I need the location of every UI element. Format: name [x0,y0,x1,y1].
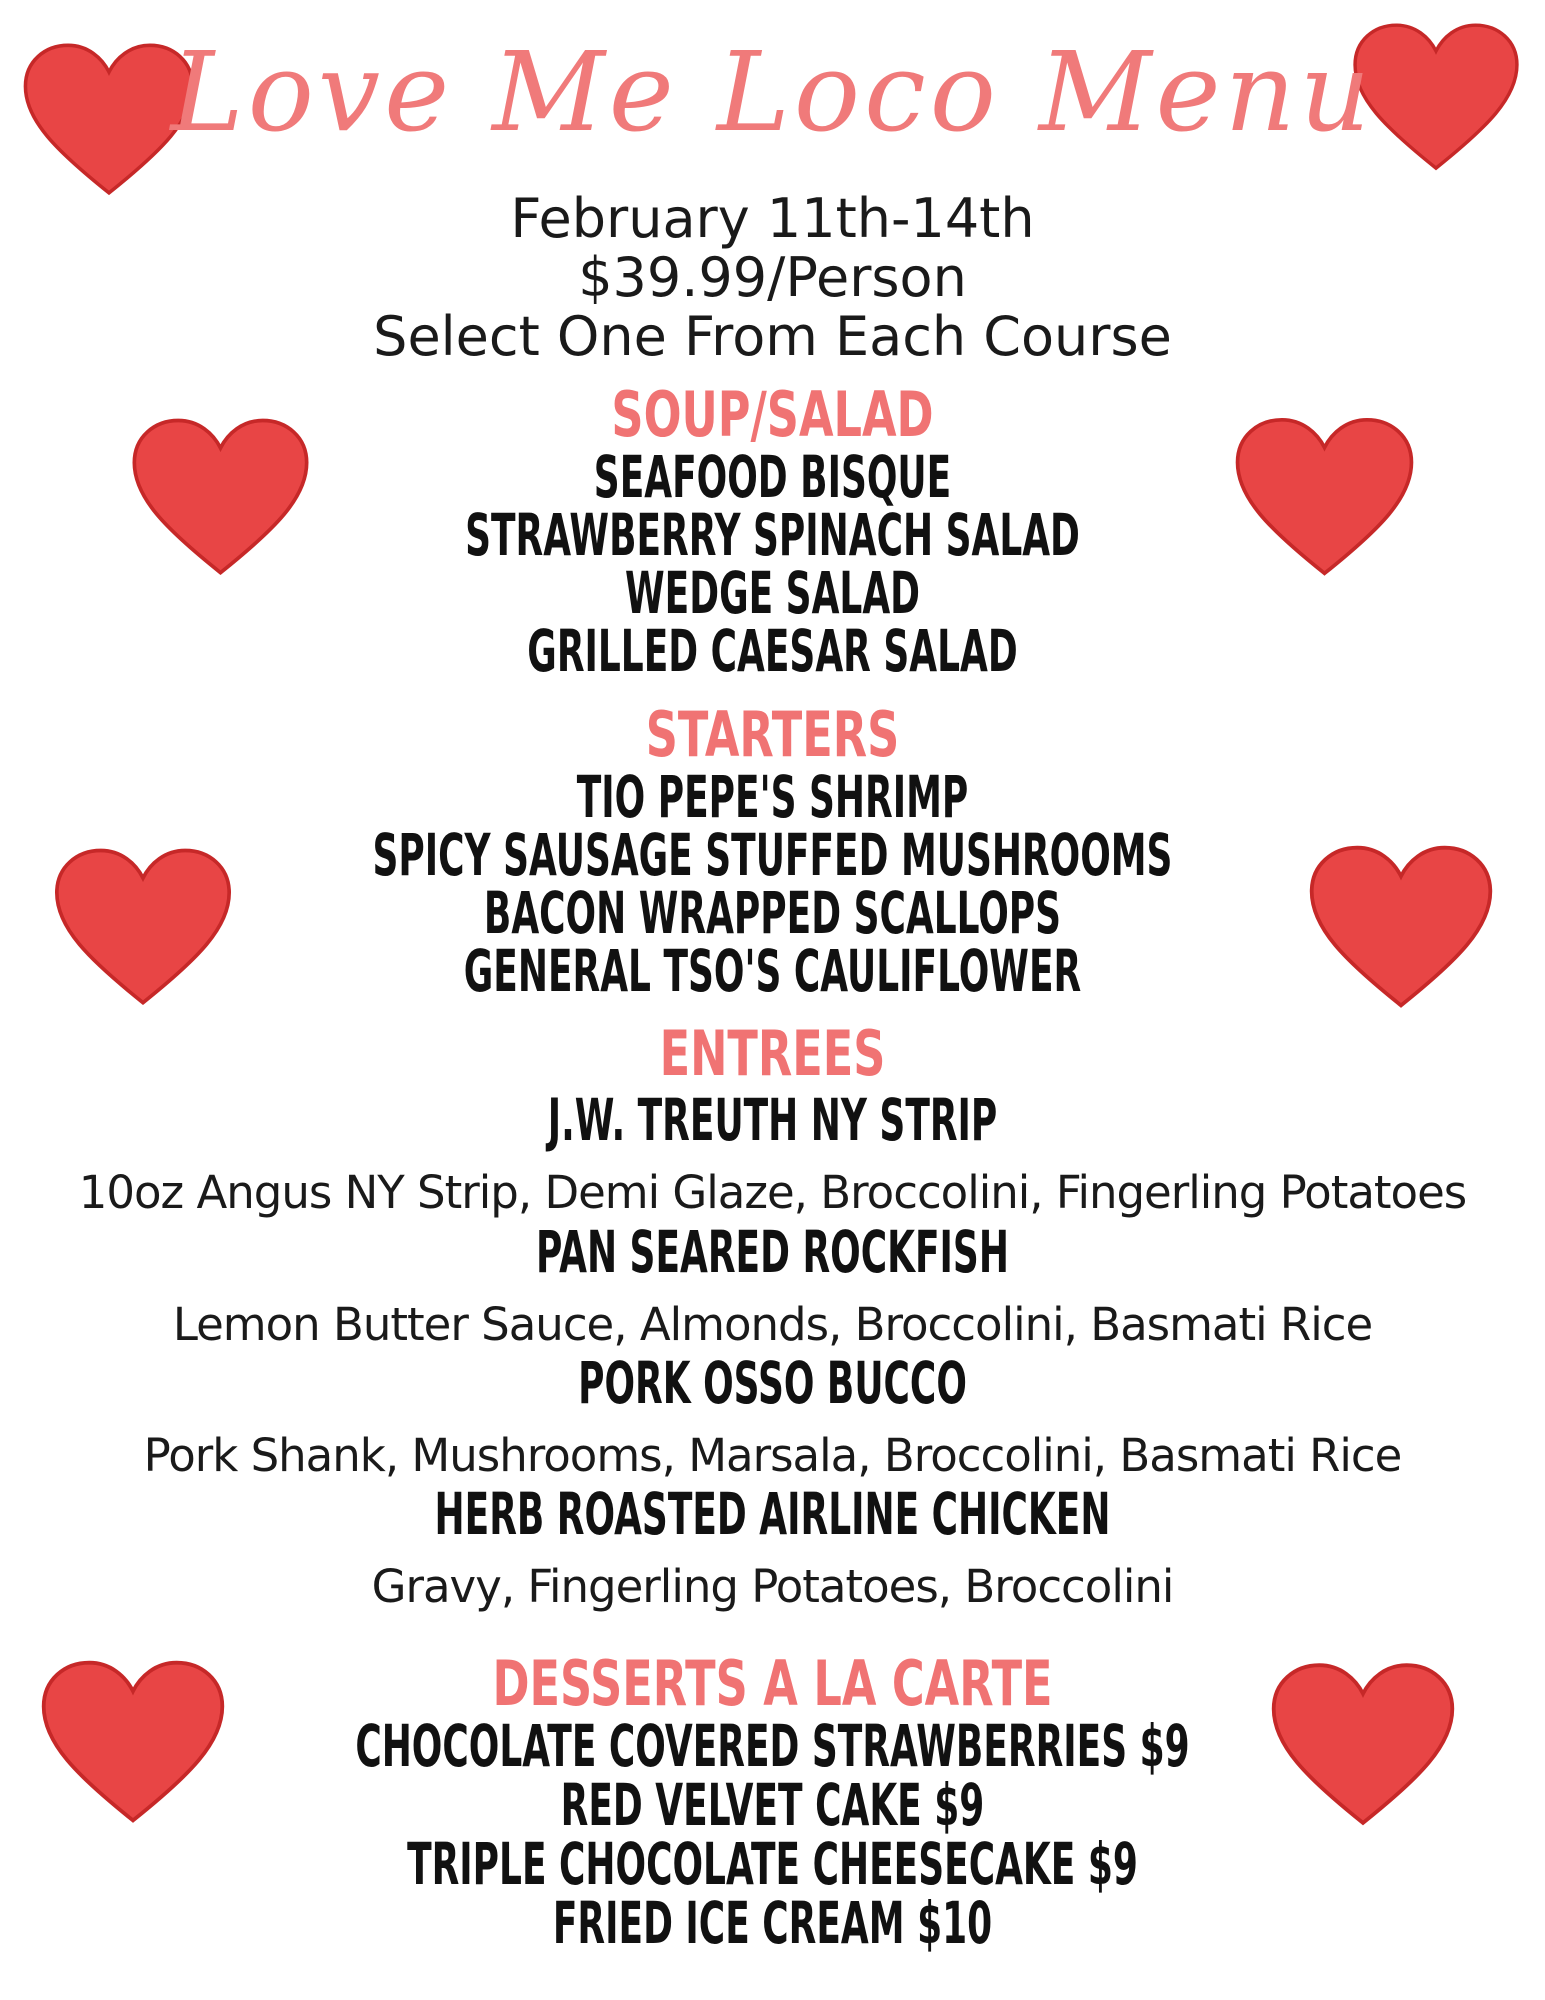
section-heading-desserts: DESSERTS A LA CARTE [492,1647,1053,1720]
heart-icon [1306,840,1496,1015]
menu-item: GRILLED CAESAR SALAD [527,617,1018,685]
heart-icon [38,1655,228,1830]
section-heading-entrees: ENTREES [659,1017,886,1090]
menu-item: SPICY SAUSAGE STUFFED MUSHROOMS [372,821,1173,889]
menu-item: FRIED ICE CREAM $10 [552,1889,993,1957]
entree-name: HERB ROASTED AIRLINE CHICKEN [434,1480,1111,1548]
heart-icon [48,845,238,1010]
menu-item: RED VELVET CAKE $9 [560,1771,985,1839]
entree-name: PORK OSSO BUCCO [578,1349,967,1417]
entree-name: J.W. TREUTH NY STRIP [547,1086,998,1154]
menu-item: CHOCOLATE COVERED STRAWBERRIES $9 [355,1712,1190,1780]
entree-description: Lemon Butter Sauce, Almonds, Broccolini, Basmati Rice [172,1298,1373,1351]
menu-item: BACON WRAPPED SCALLOPS [483,879,1062,947]
section-heading-starters: STARTERS [645,698,900,771]
section-heading-soup-salad: SOUP/SALAD [611,378,934,451]
menu-title: Love Me Loco Menu [170,28,1375,156]
entree-description: Pork Shank, Mushrooms, Marsala, Broccolini, Basmati Rice [143,1429,1402,1482]
entree-description: Gravy, Fingerling Potatoes, Broccolini [371,1560,1174,1613]
entree-description: 10oz Angus NY Strip, Demi Glaze, Broccolini, Fingerling Potatoes [78,1166,1467,1219]
menu-instruction: Select One From Each Course [373,305,1172,368]
menu-item: TIO PEPE'S SHRIMP [576,763,969,831]
menu-item: TRIPLE CHOCOLATE CHEESECAKE $9 [407,1830,1138,1898]
menu-item: GENERAL TSO'S CAULIFLOWER [463,937,1082,1005]
menu-item: WEDGE SALAD [624,559,921,627]
menu-dates: February 11th-14th [510,187,1035,250]
menu-item: STRAWBERRY SPINACH SALAD [465,501,1080,569]
menu-price: $39.99/Person [578,246,967,309]
menu-item: SEAFOOD BISQUE [593,443,952,511]
entree-name: PAN SEARED ROCKFISH [536,1218,1009,1286]
